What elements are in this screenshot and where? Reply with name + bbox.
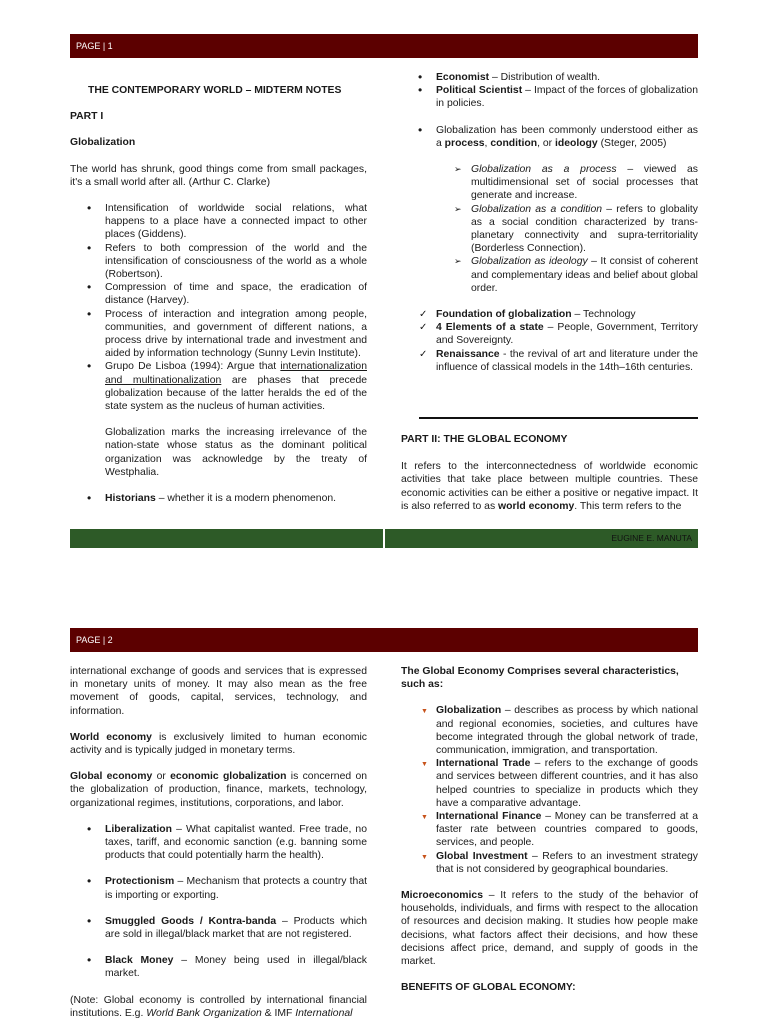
- list-item: ➢ Globalization as ideology – It consist of coherent and complementary ideas and belief about global order.: [454, 255, 698, 295]
- list-item: • Smuggled Goods / Kontra-banda – Products which are sold in illegal/black market that are not registered.: [70, 915, 367, 941]
- footer-left-band: [70, 529, 383, 548]
- list-item: ➢ Globalization as a condition – refers to globality as a social condition characterized by trans-planetary connectivity and supra-territoriality (Borderless Connection).: [454, 203, 698, 256]
- page-1-header: [70, 34, 698, 58]
- page-1-left-column: [70, 84, 367, 505]
- part-2-paragraph: It refers to the interconnectedness of worldwide economic activities that take place between multiple countries. These economic activities can be either a positive or negative impact. It is also referred to as world economy. This term refers to the: [401, 461, 698, 512]
- benefits-heading: BENEFITS OF GLOBAL ECONOMY:: [401, 982, 576, 994]
- list-item: ▼ Global Investment – Refers to an investment strategy that is not considered by geographical boundaries.: [418, 850, 698, 876]
- list-item: ▼ International Finance – Money can be transferred at a faster rate between countries compared to goods, services, and people.: [418, 810, 698, 850]
- characteristics-heading: The Global Economy Comprises several characteristics, such as:: [401, 666, 679, 691]
- part-2-heading: PART II: THE GLOBAL ECONOMY: [401, 434, 568, 445]
- list-item: • Liberalization – What capitalist wanted. Free trade, no taxes, tariff, and economic sanction (e.g. banning some products that could potentially harm the health).: [70, 823, 367, 863]
- list-item: ➢ Globalization as a process – viewed as multidimensional set of social processes that generate and increase.: [454, 163, 698, 203]
- list-item: • Grupo De Lisboa (1994): Argue that internationalization and multinationalization are phases that precede globalization because of the latter heralds the ed of the state system as the nucleus of human activities.: [70, 360, 367, 413]
- footer-author: EUGINE E. MANUTA: [385, 529, 698, 548]
- page-1-right-column: [401, 71, 698, 374]
- page-1-footer: [70, 529, 698, 548]
- globalization-views-list: [454, 163, 698, 295]
- intro-quote: The world has shrunk, good things come from small packages, it's a small world after all. (Arthur C. Clarke): [70, 163, 367, 188]
- list-item: • Black Money – Money being used in illegal/black market.: [70, 954, 367, 980]
- list-item: • Political Scientist – Impact of the forces of globalization in policies.: [401, 84, 698, 110]
- list-item: • Globalization has been commonly understood either as a process, condition, or ideology (Steger, 2005): [401, 124, 698, 150]
- underlined-phrase: internationalization and multinationalization: [105, 361, 367, 386]
- list-item: ▼ Globalization – describes as process by which national and regional economies, societies, and cultures have become integrated through the global network of trade, communication, immigration, and transportation.: [418, 704, 698, 757]
- list-item: ✓ 4 Elements of a state – People, Government, Territory and Sovereignty.: [419, 321, 698, 347]
- part-2-intro: [401, 433, 698, 513]
- list-item: • Process of interaction and integration among people, communities, and government of different nations, a process drive by international trade and investment and aided by information technology (Sunny Levin Institute).: [70, 308, 367, 361]
- definition-list: [70, 202, 367, 413]
- key-terms-list: [419, 308, 698, 374]
- list-item: • Intensification of worldwide social relations, what happens to a place have a connected impact to other places (Giddens).: [70, 202, 367, 242]
- understood-list: [401, 124, 698, 150]
- economic-terms-list: [70, 823, 367, 981]
- list-item: • Historians – whether it is a modern phenomenon.: [70, 492, 367, 505]
- list-item: • Economist – Distribution of wealth.: [401, 71, 698, 84]
- page-label: PAGE | 1: [76, 41, 113, 51]
- list-item: ✓ Foundation of globalization – Technology: [419, 308, 698, 321]
- section-divider: [419, 417, 698, 419]
- list-item: • Refers to both compression of the world and the intensification of consciousness of the world as a whole (Robertson).: [70, 242, 367, 282]
- historians-list: [70, 492, 367, 505]
- page-label: PAGE | 2: [76, 635, 113, 645]
- globalization-heading: Globalization: [70, 137, 136, 149]
- page-2-right-column: [401, 665, 698, 994]
- discipline-list: [401, 71, 698, 111]
- list-item: • Compression of time and space, the eradication of distance (Harvey).: [70, 281, 367, 307]
- list-item: • Protectionism – Mechanism that protects a country that is importing or exporting.: [70, 875, 367, 901]
- document-title: THE CONTEMPORARY WORLD – MIDTERM NOTES: [88, 85, 342, 96]
- list-item: ▼ International Trade – refers to the exchange of goods and services between different countries, and it has also helped countries to specialize in products which they have a comparative advantage.: [418, 757, 698, 810]
- page-2-header: [70, 628, 698, 652]
- microeconomics-paragraph: Microeconomics – It refers to the study of the behavior of households, individuals, and firms with respect to the allocation of resources and decision making. It studies how people make decisions, what factors affect their decisions, and how these decisions affect price, demand, and supply of goods in the market.: [401, 890, 698, 968]
- note-paragraph: (Note: Global economy is controlled by international financial institutions. E.g. World Bank Organization & IMF International: [70, 994, 367, 1019]
- page-2-left-column: [70, 665, 367, 1020]
- continued-paragraph: international exchange of goods and services that is expressed in monetary units of money. It may also mean as the free movement of goods, capital, services, technology, and information.: [70, 666, 367, 717]
- list-item: ✓ Renaissance - the revival of art and literature under the influence of classical models in the 14th–16th centuries.: [419, 348, 698, 374]
- part-1-heading: PART I: [70, 111, 104, 123]
- characteristics-list: [418, 704, 698, 876]
- world-economy-paragraph: World economy is exclusively limited to human economic activity and is typically judged in monetary terms.: [70, 731, 368, 757]
- westphalia-paragraph: Globalization marks the increasing irrelevance of the nation-state whose status as the dominant political organization was acknowledge by the treaty of Westphalia.: [105, 427, 367, 478]
- global-economy-paragraph: Global economy or economic globalization is concerned on the globalization of production, finance, markets, technology, organizational regimes, institutions, corporations, and labor.: [70, 771, 367, 809]
